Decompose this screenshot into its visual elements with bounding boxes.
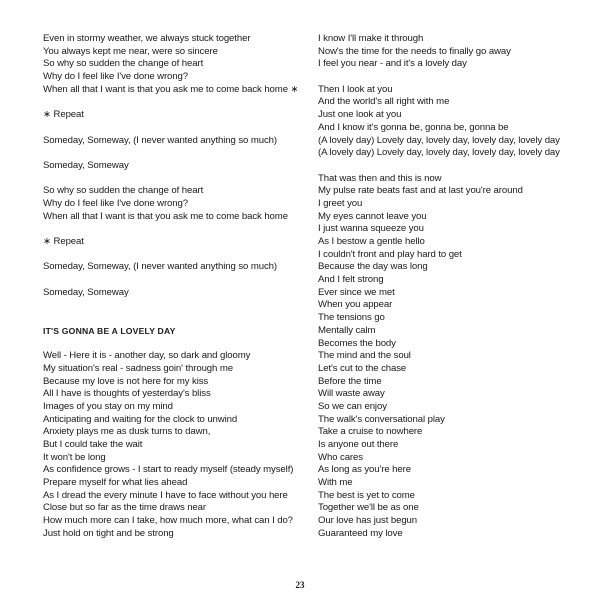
lyric-line: So why so sudden the change of heart [43,58,204,70]
lyric-line: I just wanna squeeze you [318,223,424,235]
lyric-line: Because the day was long [318,261,428,273]
lyric-line: My pulse rate beats fast and at last you're around [318,185,523,197]
lyric-line: Prepare myself for what lies ahead [43,477,188,489]
lyric-line: When all that I want is that you ask me to come back home [43,210,288,222]
lyric-line: Will waste away [318,388,385,400]
lyric-line: As I bestow a gentle hello [318,236,425,247]
lyric-line: Guaranteed my love [318,527,403,539]
song-title: IT'S GONNA BE A LOVELY DAY [43,325,176,336]
lyric-line: Close but so far as the time draws near [43,502,207,514]
lyric-line: Someday, Someway [43,159,129,171]
lyric-line: With me [318,477,353,489]
lyric-line: So we can enjoy [318,400,387,412]
stanza-gap [43,299,318,312]
left-column [43,33,318,541]
lyric-line: The mind and the soul [318,350,411,362]
page-number: 23 [295,580,305,590]
lyric-line: I couldn't front and play hard to get [318,248,462,260]
lyric-line: Then I look at you [318,83,393,95]
lyric-line: All I have is thoughts of yesterday's bliss [43,388,211,400]
lyric-line: Images of you stay on my mind [43,400,173,412]
lyric-line: Mentally calm [318,324,376,336]
repeat-marker: ∗ Repeat [43,109,84,121]
lyric-line: Just hold on tight and be strong [43,527,174,539]
lyric-line: Even in stormy weather, we always stuck together [43,33,251,44]
stanza-gap [43,312,318,325]
lyric-line: Now's the time for the needs to finally go away [318,45,511,57]
lyric-line: As confidence grows - I start to ready myself (steady myself) [43,464,294,476]
lyric-line: Becomes the body [318,337,396,349]
lyric-line: The walk's conversational play [318,413,445,425]
lyric-line: That was then and this is now [318,172,442,184]
lyric-line: Let's cut to the chase [318,362,407,374]
lyric-line: The tensions go [318,312,385,324]
lyric-line: I greet you [318,197,363,209]
lyric-line: Our love has just begun [318,515,418,527]
lyric-line: Anxiety plays me as dusk turns to dawn, [43,426,211,438]
lyric-line: Ever since we met [318,286,395,298]
lyric-line: Why do I feel like I've done wrong? [43,71,188,83]
stanza-gap [43,96,318,109]
lyric-line: It won't be long [43,451,106,463]
stanza-gap [318,71,580,84]
lyric-line: Together we'll be as one [318,502,419,514]
lyric-line: But I could take the wait [43,439,143,450]
lyric-line: Well - Here it is - another day, so dark and gloomy [43,350,251,362]
lyric-line: Is anyone out there [318,439,399,450]
repeat-marker: ∗ Repeat [43,236,84,247]
lyric-line: As long as you're here [318,464,411,476]
lyric-line: Who cares [318,451,363,463]
lyric-line: Someday, Someway, (I never wanted anything so much) [43,134,277,146]
lyric-line: Because my love is not here for my kiss [43,375,209,387]
stanza-gap [43,223,318,236]
lyric-line: I feel you near - and it's a lovely day [318,58,467,70]
lyric-line: Anticipating and waiting for the clock to unwind [43,413,238,425]
lyric-line: My situation's real - sadness goin' through me [43,362,233,374]
lyric-line: When all that I want is that you ask me to come back home ∗ [43,83,299,95]
lyric-line: How much more can I take, how much more, what can I do? [43,515,293,527]
stanza-gap [43,274,318,287]
lyric-line: Take a cruise to nowhere [318,426,423,438]
lyric-line: Before the time [318,375,382,387]
right-column [318,33,580,541]
stanza-gap [318,160,580,173]
stanza-gap [43,173,318,186]
lyric-line: Just one look at you [318,109,402,121]
lyric-line: And the world's all right with me [318,96,450,108]
stanza-gap [43,338,318,351]
lyric-line: And I felt strong [318,274,384,286]
lyric-line: So why so sudden the change of heart [43,185,204,197]
stanza-gap [43,122,318,135]
lyric-line: (A lovely day) Lovely day, lovely day, lovely day, lovely day [318,147,560,159]
lyric-line: I know I'll make it through [318,33,424,44]
stanza-gap [43,249,318,262]
lyric-line: As I dread the every minute I have to face without you here [43,489,288,501]
lyric-line: (A lovely day) Lovely day, lovely day, lovely day, lovely day [318,134,560,146]
lyric-line: When you appear [318,299,393,311]
lyric-line: And I know it's gonna be, gonna be, gonna be [318,121,509,133]
lyric-line: Someday, Someway, (I never wanted anything so much) [43,261,277,273]
lyric-line: Why do I feel like I've done wrong? [43,197,188,209]
stanza-gap [43,147,318,160]
lyric-line: You always kept me near, were so sincere [43,45,218,57]
lyric-line: Someday, Someway [43,286,129,298]
lyric-line: The best is yet to come [318,489,415,501]
lyric-line: My eyes cannot leave you [318,210,427,222]
